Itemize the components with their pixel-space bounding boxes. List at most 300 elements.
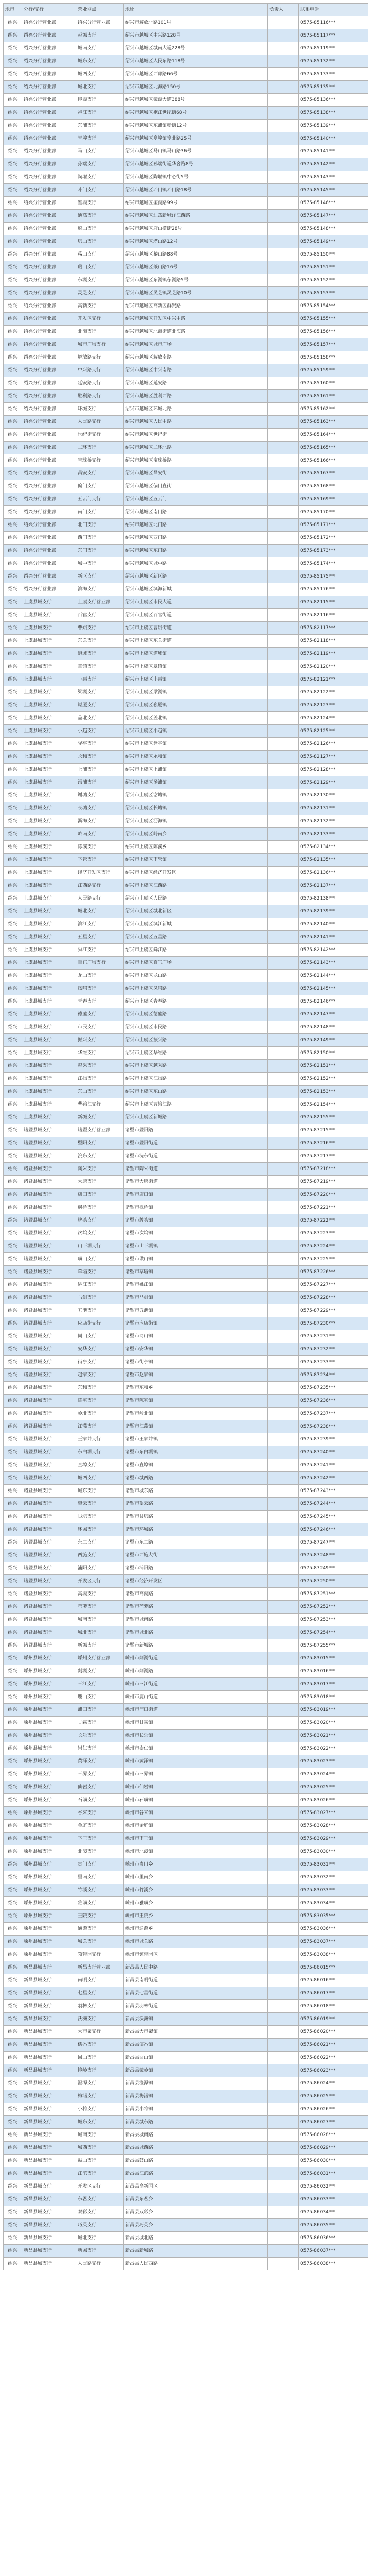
city-cell: 绍兴 (4, 94, 22, 107)
city-cell: 绍兴 (4, 1639, 22, 1652)
table-row (4, 519, 368, 532)
phone-cell: 0575-85151*** (299, 261, 368, 274)
outlet-cell: 城南支行 (76, 2129, 124, 2142)
address-cell: 绍兴市越城区北门路 (124, 519, 268, 532)
address-cell: 嵊州市谷来镇 (124, 1807, 268, 1820)
outlet-cell: 越城支行 (76, 29, 124, 42)
branch-cell: 新昌县域支行 (22, 2142, 76, 2155)
manager-cell (268, 1614, 299, 1626)
outlet-cell: 剡湖支行 (76, 1665, 124, 1678)
address-cell: 诸暨市暨阳街道 (124, 1137, 268, 1150)
branch-cell: 嵊州县域支行 (22, 1807, 76, 1820)
phone-cell: 0575-83019*** (299, 1704, 368, 1717)
table-row (4, 326, 368, 338)
city-cell: 绍兴 (4, 145, 22, 158)
city-cell: 绍兴 (4, 1021, 22, 1034)
phone-cell: 0575-87235*** (299, 1382, 368, 1395)
outlet-cell: 延安路支行 (76, 377, 124, 390)
table-row (4, 1227, 368, 1240)
outlet-cell: 双彩支行 (76, 2206, 124, 2219)
manager-cell (268, 1279, 299, 1292)
branch-cell: 上虞县域支行 (22, 738, 76, 751)
phone-cell: 0575-87215*** (299, 1124, 368, 1137)
city-cell: 绍兴 (4, 1189, 22, 1201)
city-cell: 绍兴 (4, 1008, 22, 1021)
outlet-cell: 甘霖支行 (76, 1717, 124, 1730)
manager-cell (268, 776, 299, 789)
city-cell: 绍兴 (4, 1781, 22, 1794)
address-cell: 嵊州市浦口街道 (124, 1704, 268, 1717)
branch-cell: 上虞县域支行 (22, 648, 76, 660)
phone-cell: 0575-86036*** (299, 2232, 368, 2245)
manager-cell (268, 1021, 299, 1034)
table-row (4, 158, 368, 171)
phone-cell: 0575-85174*** (299, 557, 368, 570)
manager-cell (268, 68, 299, 81)
branch-cell: 上虞县域支行 (22, 764, 76, 776)
phone-cell: 0575-85164*** (299, 429, 368, 442)
phone-cell: 0575-82120*** (299, 660, 368, 673)
outlet-cell: 人民路支行 (76, 416, 124, 429)
address-cell: 绍兴市越城区滨海新城 (124, 583, 268, 596)
manager-cell (268, 738, 299, 751)
phone-cell: 0575-86015*** (299, 1961, 368, 1974)
phone-cell: 0575-87233*** (299, 1356, 368, 1369)
outlet-cell: 雅璜支行 (76, 1897, 124, 1910)
address-cell: 诸暨市店口镇 (124, 1189, 268, 1201)
outlet-cell: 梁湖支行 (76, 686, 124, 699)
branch-cell: 诸暨县域支行 (22, 1176, 76, 1189)
outlet-cell: 城市广场支行 (76, 338, 124, 351)
branch-cell: 诸暨县域支行 (22, 1369, 76, 1382)
address-cell: 绍兴市越城区北海路150号 (124, 81, 268, 94)
outlet-cell: 城关支行 (76, 1936, 124, 1948)
phone-cell: 0575-82141*** (299, 931, 368, 944)
table-row (4, 2180, 368, 2193)
outlet-cell: 小越支行 (76, 725, 124, 738)
phone-cell: 0575-87222*** (299, 1214, 368, 1227)
branch-cell: 上虞县域支行 (22, 660, 76, 673)
outlet-cell: 小将支行 (76, 2103, 124, 2116)
city-cell: 绍兴 (4, 235, 22, 248)
branch-cell: 上虞县域支行 (22, 995, 76, 1008)
manager-cell (268, 1292, 299, 1304)
phone-cell: 0575-87227*** (299, 1279, 368, 1292)
city-cell: 绍兴 (4, 197, 22, 210)
outlet-cell: 城南支行 (76, 1614, 124, 1626)
outlet-cell: 羽林支行 (76, 2000, 124, 2013)
phone-cell: 0575-86025*** (299, 2090, 368, 2103)
address-cell: 嵊州市领带园区 (124, 1948, 268, 1961)
branch-cell: 绍兴分行营业部 (22, 326, 76, 338)
table-row (4, 1330, 368, 1343)
table-row (4, 2232, 368, 2245)
phone-cell: 0575-82154*** (299, 1098, 368, 1111)
branch-cell: 上虞县域支行 (22, 1008, 76, 1021)
table-row (4, 1472, 368, 1485)
branch-cell: 绍兴分行营业部 (22, 557, 76, 570)
table-row (4, 1858, 368, 1871)
manager-cell (268, 699, 299, 712)
city-cell: 绍兴 (4, 1755, 22, 1768)
address-cell: 绍兴市越城区五云门 (124, 493, 268, 506)
outlet-cell: 鼓山支行 (76, 2155, 124, 2167)
city-cell: 绍兴 (4, 2064, 22, 2077)
phone-cell: 0575-82133*** (299, 828, 368, 841)
header-city: 地市 (4, 4, 22, 16)
city-cell: 绍兴 (4, 1858, 22, 1871)
manager-cell (268, 2013, 299, 2026)
address-cell: 新昌县江滨路 (124, 2167, 268, 2180)
address-cell: 绍兴市越城区宝珠桥路 (124, 454, 268, 467)
outlet-cell: 大唐支行 (76, 1176, 124, 1189)
city-cell: 绍兴 (4, 1768, 22, 1781)
phone-cell: 0575-85117*** (299, 29, 368, 42)
outlet-cell: 曹娥江支行 (76, 1098, 124, 1111)
table-row (4, 351, 368, 364)
city-cell: 绍兴 (4, 2167, 22, 2180)
branch-cell: 绍兴分行营业部 (22, 55, 76, 68)
phone-cell: 0575-87220*** (299, 1189, 368, 1201)
manager-cell (268, 1369, 299, 1382)
branch-cell: 新昌县域支行 (22, 2193, 76, 2206)
phone-cell: 0575-82143*** (299, 957, 368, 970)
address-cell: 绍兴市上虞区越秀路 (124, 1060, 268, 1073)
address-cell: 新昌县大市聚镇 (124, 2026, 268, 2039)
city-cell: 绍兴 (4, 2142, 22, 2155)
address-cell: 新昌县人民西路 (124, 2258, 268, 2270)
address-cell: 绍兴市上虞区凤鸣路 (124, 982, 268, 995)
phone-cell: 0575-82138*** (299, 892, 368, 905)
address-cell: 嵊州市崇仁镇 (124, 1742, 268, 1755)
branch-cell: 上虞县域支行 (22, 867, 76, 879)
outlet-cell: 璜山支行 (76, 1253, 124, 1266)
city-cell: 绍兴 (4, 738, 22, 751)
manager-cell (268, 1588, 299, 1601)
city-cell: 绍兴 (4, 2116, 22, 2129)
outlet-cell: 袍江支行 (76, 107, 124, 120)
address-cell: 诸暨市苎萝路 (124, 1601, 268, 1614)
header-address: 地址 (124, 4, 268, 16)
manager-cell (268, 287, 299, 300)
address-cell: 绍兴市越城区环城北路 (124, 403, 268, 416)
table-row (4, 776, 368, 789)
table-row (4, 725, 368, 738)
branch-cell: 新昌县域支行 (22, 2180, 76, 2193)
outlet-cell: 开发区支行 (76, 313, 124, 326)
city-cell: 绍兴 (4, 751, 22, 764)
city-cell: 绍兴 (4, 68, 22, 81)
outlet-cell: 华维支行 (76, 1047, 124, 1060)
city-cell: 绍兴 (4, 442, 22, 454)
city-cell: 绍兴 (4, 725, 22, 738)
manager-cell (268, 81, 299, 94)
outlet-cell: 偏门支行 (76, 480, 124, 493)
manager-cell (268, 609, 299, 622)
manager-cell (268, 261, 299, 274)
city-cell: 绍兴 (4, 1987, 22, 2000)
city-cell: 绍兴 (4, 1897, 22, 1910)
table-row (4, 1317, 368, 1330)
city-cell: 绍兴 (4, 1060, 22, 1073)
address-cell: 绍兴市上虞区新城路 (124, 1111, 268, 1124)
table-row (4, 1008, 368, 1021)
phone-cell: 0575-87249*** (299, 1562, 368, 1575)
table-row (4, 532, 368, 545)
table-row (4, 364, 368, 377)
city-cell: 绍兴 (4, 313, 22, 326)
branch-cell: 诸暨县域支行 (22, 1279, 76, 1292)
city-cell: 绍兴 (4, 1086, 22, 1098)
city-cell: 绍兴 (4, 480, 22, 493)
outlet-cell: 望云支行 (76, 1498, 124, 1511)
city-cell: 绍兴 (4, 1253, 22, 1266)
address-cell: 嵊州市三界镇 (124, 1768, 268, 1781)
outlet-cell: 孙端支行 (76, 158, 124, 171)
address-cell: 嵊州市长乐镇 (124, 1730, 268, 1742)
manager-cell (268, 1498, 299, 1511)
outlet-cell: 越秀支行 (76, 1060, 124, 1073)
phone-cell: 0575-83015*** (299, 1652, 368, 1665)
outlet-cell: 枫桥支行 (76, 1201, 124, 1214)
table-row (4, 892, 368, 905)
manager-cell (268, 2258, 299, 2270)
address-cell: 新昌县城南路 (124, 2129, 268, 2142)
address-cell: 诸暨市望云路 (124, 1498, 268, 1511)
branch-cell: 绍兴分行营业部 (22, 390, 76, 403)
city-cell: 绍兴 (4, 776, 22, 789)
outlet-cell: 北门支行 (76, 519, 124, 532)
branch-cell: 绍兴分行营业部 (22, 132, 76, 145)
phone-cell: 0575-87236*** (299, 1395, 368, 1408)
city-cell: 绍兴 (4, 648, 22, 660)
table-row (4, 1884, 368, 1897)
table-row (4, 2052, 368, 2064)
table-row (4, 982, 368, 995)
branch-cell: 嵊州县域支行 (22, 1781, 76, 1794)
table-row (4, 1240, 368, 1253)
city-cell: 绍兴 (4, 1330, 22, 1343)
outlet-cell: 汤浦支行 (76, 776, 124, 789)
address-cell: 绍兴市越城区高新区群贤路 (124, 300, 268, 313)
manager-cell (268, 1433, 299, 1446)
outlet-cell: 五星支行 (76, 931, 124, 944)
table-row (4, 1536, 368, 1549)
table-row (4, 2258, 368, 2270)
city-cell: 绍兴 (4, 2103, 22, 2116)
outlet-cell: 市民支行 (76, 1021, 124, 1034)
outlet-cell: 城北支行 (76, 905, 124, 918)
outlet-cell: 崇仁支行 (76, 1742, 124, 1755)
phone-cell: 0575-85143*** (299, 171, 368, 184)
address-cell: 绍兴市越城区斗门镇斗门路18号 (124, 184, 268, 197)
city-cell: 绍兴 (4, 828, 22, 841)
phone-cell: 0575-87221*** (299, 1201, 368, 1214)
manager-cell (268, 1459, 299, 1472)
branch-cell: 上虞县域支行 (22, 1021, 76, 1034)
table-row (4, 1717, 368, 1730)
phone-cell: 0575-87218*** (299, 1163, 368, 1176)
table-row (4, 918, 368, 931)
phone-cell: 0575-82116*** (299, 609, 368, 622)
manager-cell (268, 16, 299, 29)
phone-cell: 0575-86034*** (299, 2206, 368, 2219)
address-cell: 绍兴市越城区城市广场 (124, 338, 268, 351)
manager-cell (268, 1124, 299, 1137)
branch-cell: 上虞县域支行 (22, 970, 76, 982)
address-cell: 诸暨市环城路 (124, 1523, 268, 1536)
table-row (4, 2103, 368, 2116)
table-row (4, 815, 368, 828)
table-row (4, 1588, 368, 1601)
header-manager: 负责人 (268, 4, 299, 16)
city-cell: 绍兴 (4, 1871, 22, 1884)
branch-cell: 诸暨县域支行 (22, 1549, 76, 1562)
table-row (4, 197, 368, 210)
address-cell: 嵊州市石璜镇 (124, 1794, 268, 1807)
table-row (4, 2064, 368, 2077)
table-row (4, 1266, 368, 1279)
phone-cell: 0575-82123*** (299, 699, 368, 712)
phone-cell: 0575-83023*** (299, 1755, 368, 1768)
address-cell: 新昌县巧英乡 (124, 2219, 268, 2232)
branch-cell: 绍兴分行营业部 (22, 42, 76, 55)
table-row (4, 223, 368, 235)
address-cell: 新昌县新城路 (124, 2245, 268, 2258)
table-row (4, 210, 368, 223)
branch-cell: 新昌县域支行 (22, 2077, 76, 2090)
phone-cell: 0575-82135*** (299, 854, 368, 867)
city-cell: 绍兴 (4, 2155, 22, 2167)
phone-cell: 0575-87228*** (299, 1292, 368, 1304)
table-row (4, 1974, 368, 1987)
city-cell: 绍兴 (4, 351, 22, 364)
branch-cell: 上虞县域支行 (22, 854, 76, 867)
address-cell: 绍兴市解放北路101号 (124, 16, 268, 29)
table-row (4, 29, 368, 42)
address-cell: 绍兴市越城区开发区中兴中路 (124, 313, 268, 326)
branch-cell: 诸暨县域支行 (22, 1588, 76, 1601)
address-cell: 嵊州市里南乡 (124, 1871, 268, 1884)
outlet-cell: 解放路支行 (76, 351, 124, 364)
address-cell: 绍兴市上虞区章镇镇 (124, 660, 268, 673)
phone-cell: 0575-85133*** (299, 68, 368, 81)
phone-cell: 0575-86032*** (299, 2180, 368, 2193)
phone-cell: 0575-85142*** (299, 158, 368, 171)
phone-cell: 0575-85152*** (299, 274, 368, 287)
phone-cell: 0575-83017*** (299, 1678, 368, 1691)
outlet-cell: 龙山支行 (76, 970, 124, 982)
manager-cell (268, 1266, 299, 1279)
address-cell: 诸暨市马剑镇 (124, 1292, 268, 1304)
phone-cell: 0575-85119*** (299, 42, 368, 55)
city-cell: 绍兴 (4, 1665, 22, 1678)
phone-cell: 0575-87242*** (299, 1472, 368, 1485)
outlet-cell: 嵊州支行营业部 (76, 1652, 124, 1665)
branch-cell: 新昌县域支行 (22, 2258, 76, 2270)
table-row (4, 1575, 368, 1588)
table-row (4, 1897, 368, 1910)
manager-cell (268, 2064, 299, 2077)
address-cell: 绍兴市越城区东门路 (124, 545, 268, 557)
address-cell: 绍兴市上虞区人民路 (124, 892, 268, 905)
table-row (4, 261, 368, 274)
manager-cell (268, 1098, 299, 1111)
city-cell: 绍兴 (4, 931, 22, 944)
table-row (4, 1948, 368, 1961)
address-cell: 绍兴市上虞区道墟镇 (124, 648, 268, 660)
branch-cell: 诸暨县域支行 (22, 1240, 76, 1253)
address-cell: 嵊州市鹿山街道 (124, 1691, 268, 1704)
branch-cell: 嵊州县域支行 (22, 1691, 76, 1704)
table-row (4, 1201, 368, 1214)
phone-cell: 0575-83028*** (299, 1820, 368, 1833)
city-cell: 绍兴 (4, 1047, 22, 1060)
address-cell: 绍兴市上虞区丰惠镇 (124, 673, 268, 686)
phone-cell: 0575-85161*** (299, 390, 368, 403)
phone-cell: 0575-85141*** (299, 145, 368, 158)
city-cell: 绍兴 (4, 1459, 22, 1472)
manager-cell (268, 2039, 299, 2052)
table-row (4, 712, 368, 725)
branch-list-table (3, 3, 368, 2270)
address-cell: 新昌县镜岭镇 (124, 2064, 268, 2077)
phone-cell: 0575-82117*** (299, 622, 368, 635)
outlet-cell: 百官支行 (76, 609, 124, 622)
manager-cell (268, 1060, 299, 1073)
branch-cell: 绍兴分行营业部 (22, 583, 76, 596)
address-cell: 诸暨市次坞镇 (124, 1227, 268, 1240)
branch-cell: 上虞县域支行 (22, 596, 76, 609)
address-cell: 绍兴市上虞区市民大道 (124, 596, 268, 609)
city-cell: 绍兴 (4, 1820, 22, 1833)
phone-cell: 0575-87243*** (299, 1485, 368, 1498)
phone-cell: 0575-85157*** (299, 338, 368, 351)
manager-cell (268, 210, 299, 223)
branch-cell: 诸暨县域支行 (22, 1472, 76, 1485)
phone-cell: 0575-83034*** (299, 1897, 368, 1910)
address-cell: 新昌县梅渚镇 (124, 2090, 268, 2103)
phone-cell: 0575-87253*** (299, 1614, 368, 1626)
city-cell: 绍兴 (4, 1304, 22, 1317)
manager-cell (268, 2206, 299, 2219)
table-row (4, 1961, 368, 1974)
city-cell: 绍兴 (4, 1884, 22, 1897)
phone-cell: 0575-86026*** (299, 2103, 368, 2116)
city-cell: 绍兴 (4, 1910, 22, 1923)
city-cell: 绍兴 (4, 1717, 22, 1730)
outlet-cell: 北海支行 (76, 326, 124, 338)
city-cell: 绍兴 (4, 2052, 22, 2064)
outlet-cell: 东茗支行 (76, 2193, 124, 2206)
table-row (4, 2206, 368, 2219)
address-cell: 绍兴市上虞区华维路 (124, 1047, 268, 1060)
outlet-cell: 环城支行 (76, 403, 124, 416)
branch-cell: 上虞县域支行 (22, 609, 76, 622)
phone-cell: 0575-82122*** (299, 686, 368, 699)
address-cell: 诸暨市新城路 (124, 1639, 268, 1652)
address-cell: 绍兴市越城区胜利西路 (124, 390, 268, 403)
table-row (4, 1845, 368, 1858)
address-cell: 新昌县东茗乡 (124, 2193, 268, 2206)
outlet-cell: 鹿山支行 (76, 1691, 124, 1704)
table-row (4, 1098, 368, 1111)
address-cell: 嵊州市三江街道 (124, 1678, 268, 1691)
outlet-cell: 开发区支行 (76, 2180, 124, 2193)
branch-cell: 诸暨县域支行 (22, 1317, 76, 1330)
table-row (4, 1395, 368, 1408)
table-row (4, 1420, 368, 1433)
